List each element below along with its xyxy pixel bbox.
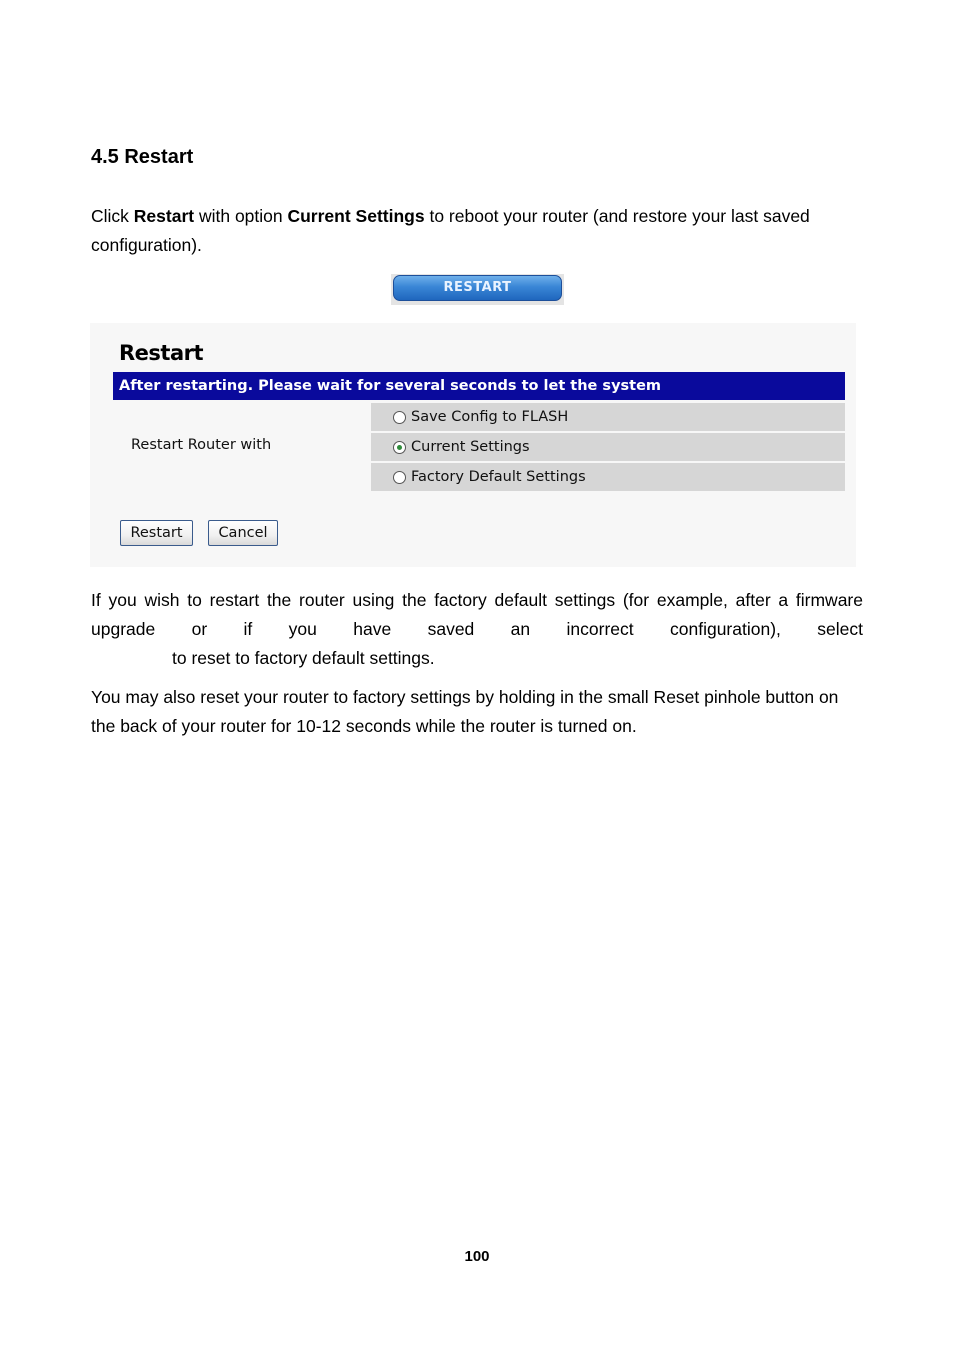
option-label: Factory Default Settings bbox=[411, 469, 586, 485]
factory-reset-paragraph-end: to reset to factory default settings. bbox=[172, 648, 435, 668]
restart-image-button[interactable]: RESTART bbox=[393, 275, 562, 301]
option-factory-default[interactable] bbox=[371, 463, 845, 491]
info-banner: After restarting. Please wait for several seconds to let the system bbox=[113, 372, 845, 400]
page-number: 100 bbox=[464, 1248, 490, 1265]
restart-router-with-label: Restart Router with bbox=[131, 437, 272, 453]
restart-image-button-frame bbox=[391, 274, 564, 305]
option-label: Save Config to FLASH bbox=[411, 409, 569, 425]
option-label: Current Settings bbox=[411, 439, 530, 455]
radio-save-config[interactable] bbox=[393, 411, 406, 424]
radio-current-settings[interactable] bbox=[393, 441, 406, 454]
panel-title: Restart bbox=[119, 341, 204, 365]
cancel-button[interactable]: Cancel bbox=[208, 520, 278, 546]
restart-button[interactable]: Restart bbox=[120, 520, 193, 546]
option-current-settings[interactable] bbox=[371, 433, 845, 461]
intro-paragraph: Click Restart with option Current Settings to reboot your router (and restore your last saved configuration). bbox=[91, 206, 810, 255]
option-save-config[interactable] bbox=[371, 403, 845, 431]
section-title: 4.5 Restart bbox=[91, 146, 194, 168]
factory-reset-paragraph: If you wish to restart the router using the factory default settings (for example, after a firmware upgrade or if you have saved an incorrect configuration), select bbox=[91, 590, 863, 639]
radio-factory-default[interactable] bbox=[393, 471, 406, 484]
pinhole-reset-paragraph: You may also reset your router to factory settings by holding in the small Reset pinhole button on the back of your router for 10-12 seconds while the router is turned on. bbox=[91, 687, 839, 736]
